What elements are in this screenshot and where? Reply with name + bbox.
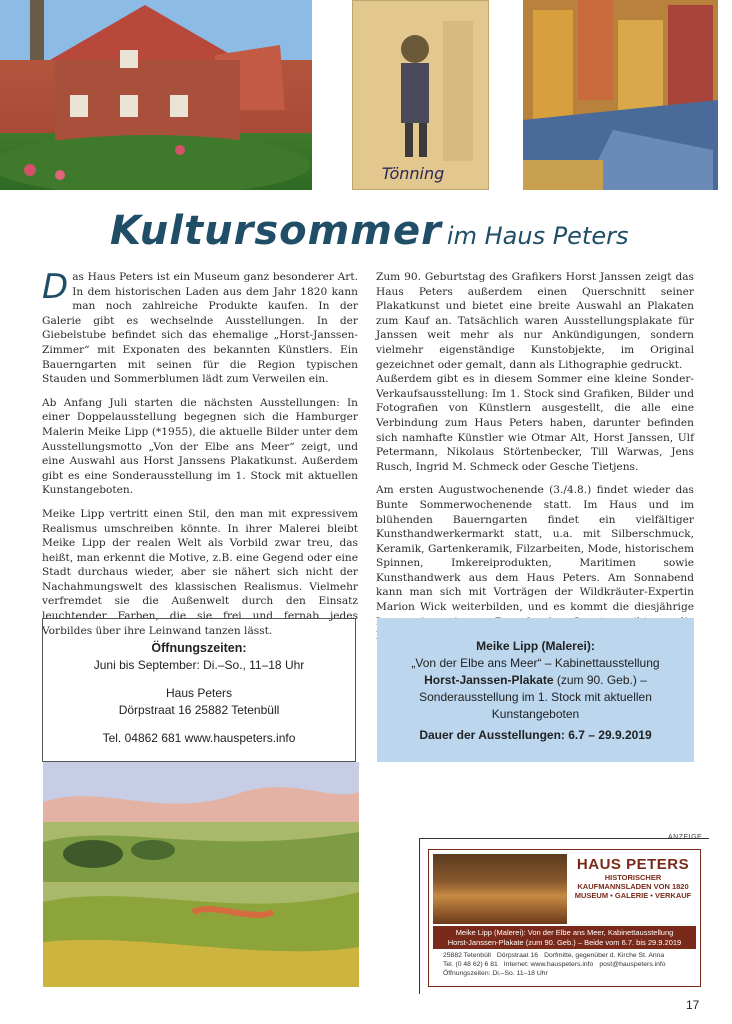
exhibition-special: Sonderausstellung im 1. Stock mit aktuellen: [419, 690, 652, 704]
street-painting-illustration: [523, 0, 718, 190]
exhibition-duration: Dauer der Ausstellungen: 6.7 – 29.9.2019: [419, 728, 652, 742]
photo-house: [0, 0, 312, 190]
ad-footer: [443, 951, 693, 978]
ad-tagline-2: KAUFMANNSLADEN VON 1820: [577, 882, 689, 891]
article-column-right: [376, 270, 694, 644]
landscape-painting-illustration: [43, 762, 359, 987]
ad-footer-street: Dörpstraat 16: [496, 952, 539, 959]
venue-address: Dörpstraat 16 25882 Tetenbüll: [118, 703, 280, 717]
drop-cap: D: [42, 267, 69, 307]
exhibition-special-cont: Kunstangeboten: [491, 707, 580, 721]
ad-footer-phone: Tel. (0 48 62) 6 81: [443, 961, 498, 968]
exhibition-motto: „Von der Elbe ans Meer“ – Kabinettausstellung: [411, 656, 660, 670]
ad-tagline-3: MUSEUM • GALERIE • VERKAUF: [574, 891, 692, 900]
paragraph-intro: [42, 267, 358, 387]
exhibition-janssen-title: Horst-Janssen-Plakate: [424, 673, 554, 687]
paragraph-janssen: Zum 90. Geburtstag des Grafikers Horst Janssen zeigt das Haus Peters außerdem einen Querschnitt seiner Plakatkunst und bietet eine breite Auswahl an Plakaten zum Kauf an. Tatsächlich waren Ausstellungsplakate für Janssen weit mehr als nur Ankündigungen, sondern vielmehr eigenständige Kunstobjekte, im Original gezeichnet oder gemalt, dann als Lithographie gedruckt.: [376, 271, 694, 371]
venue-contact: Tel. 04862 681 www.hauspeters.info: [102, 731, 296, 745]
paragraph-sale-exhibition: Außerdem gibt es in diesem Sommer eine kleine Sonder-Verkaufsausstellung: Im 1. Stock sind Grafiken, Bilder und Fotografien von Künstlern ausgestellt, die alle eine Verbindung zum Haus Peters haben, darunter befinden sich namhafte Künstler wie Otmar Alt, Horst Janssen, Ulf Petermann, Nikolaus Störtenbecker, Till Warwas, Jens Rusch, Ingrid M. Schmeck oder Gesche Tietjens.: [376, 373, 694, 473]
page-number: 17: [686, 998, 700, 1012]
ad-band-line-2: Horst-Janssen-Plakate (zum 90. Geb.) – Beide vom 6.7. bis 29.9.2019: [447, 938, 682, 947]
photo-poster: [352, 0, 489, 190]
paragraph-summer-weekend: Am ersten Augustwochenende (3./4.8.) findet wieder das Bunte Sommerwochenende statt. Im Haus und im blühenden Bauerngarten findet ein vielfältiger Kunsthandwerkermarkt statt, u.a. mit Silberschmuck, Keramik, Gartenkeramik, Filzarbeiten, Mode, historischem Spinnen, Imkereiprodukten, Maritimen sowie Kunsthandwerk aus dem Haus Peters. Am Sonnabend kann man sich mit Vorträgen der Wildkräuter-Expertin Marion Wick weiterbilden, und es kommt die diesjährige: [376, 484, 694, 614]
ad-brand-block: [569, 856, 697, 900]
opening-hours-season: Juni bis September: Di.–So., 11–18 Uhr: [93, 658, 305, 672]
title-sub: im Haus Peters: [446, 222, 629, 250]
advertisement: [428, 849, 701, 987]
exhibition-artist: Meike Lipp (Malerei):: [476, 639, 595, 653]
ad-footer-hours: Öffnungszeiten: Di.–So. 11–18 Uhr: [443, 970, 548, 977]
ad-tagline-1: HISTORISCHER: [604, 873, 662, 882]
opening-hours-heading: Öffnungszeiten:: [151, 641, 247, 655]
ad-footer-website: Internet: www.hauspeters.info: [503, 961, 594, 968]
page-title: [110, 208, 670, 260]
paragraph-meike-lipp: Meike Lipp vertritt einen Stil, den man mit expressivem Realismus umschreiben könnte. In ihrer Malerei bleibt Meike Lipp der realen Welt als Vorbild zwar treu, das heißt, man erkennt die Motive, z.B. eine Gegend oder eine Stadt durchaus wieder, aber sie nähert sich nicht der Nachahmungswelt des klassischen Realismus. Vielmehr verfremdet sie die Außenwelt durch den Einsatz leuchtender Farben, die sie frei und fernab jedes Vorbildes über ihre Leinwand tanzen lässt.: [42, 507, 358, 637]
title-main: Kultursommer: [110, 208, 442, 254]
ad-brand-name: HAUS PETERS: [576, 856, 690, 873]
exhibition-box: [377, 618, 694, 762]
article-column-left: [42, 267, 358, 638]
ad-footer-email: post@hauspeters.info: [599, 961, 666, 968]
ad-footer-city: 25882 Tetenbüll: [443, 952, 491, 959]
photo-street-painting: [523, 0, 718, 190]
poster-illustration: [353, 1, 488, 189]
exhibition-janssen: [377, 672, 694, 689]
house-illustration: [0, 0, 312, 190]
ad-footer-location: Dorfmitte, gegenüber d. Kirche St. Anna: [544, 952, 665, 959]
ad-exhibition-band: [433, 926, 696, 949]
paragraph-intro-text: as Haus Peters ist ein Museum ganz besonderer Art. In dem historischen Laden aus dem Jahr 1820 kann man noch zahlreiche Produkte kaufen. In der Galerie gibt es wechselnde Ausstellungen. In der Giebelstube befindet sich das ehemalige „Horst-Janssen-Zimmer“ mit Exponaten des bekannten Künstlers. Ein Bauerngarten mit seinen für die Region typischen Stauden und Sommerblumen lädt zum Verweilen ein.: [42, 271, 358, 386]
paragraph-exhibitions: Ab Anfang Juli starten die nächsten Ausstellungen: In einer Doppelausstellung begegnen sich die Hamburger Malerin Meike Lipp (*1955), die aktuelle Bilder unter dem Ausstellungsmotto „Von der Elbe ans Meer“ zeigt, und eine Auswahl aus Horst Janssens Plakatkunst. Außerdem gibt es eine Sonderausstellung im 1. Stock mit aktuellen Kunstangeboten.: [42, 396, 358, 497]
opening-hours-box: [42, 618, 356, 762]
exhibition-janssen-note: (zum 90. Geb.) –: [553, 673, 647, 687]
venue-name: Haus Peters: [165, 686, 233, 700]
ad-shop-photo: [433, 854, 567, 924]
ad-footer-row-2: [443, 960, 693, 969]
ad-label: ANZEIGE: [668, 834, 703, 841]
ad-footer-row-1: [443, 951, 693, 960]
photo-landscape-painting: [43, 762, 359, 987]
ad-band-line-1: Meike Lipp (Malerei): Von der Elbe ans Meer, Kabinettausstellung: [455, 928, 674, 937]
poster-caption: Tönning: [381, 164, 445, 183]
